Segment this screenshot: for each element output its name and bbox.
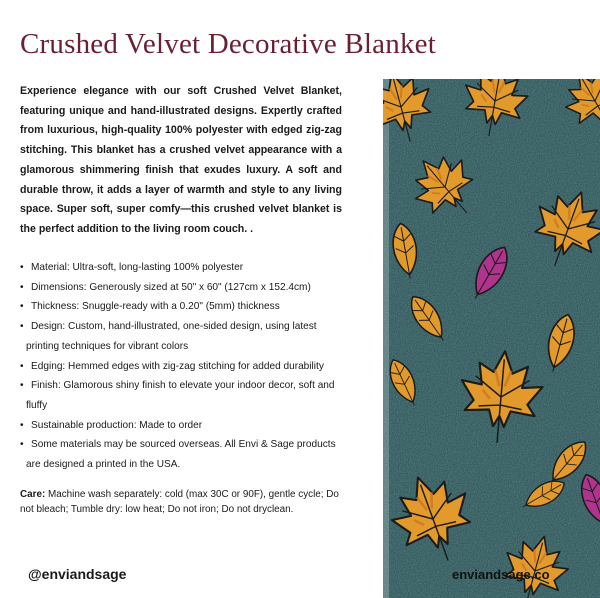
feature-item: • Thickness: Snuggle-ready with a 0.20" (5mm) thickness xyxy=(20,297,350,317)
feature-item: • Material: Ultra-soft, long-lasting 100% polyester xyxy=(20,258,350,278)
care-instructions xyxy=(20,488,350,517)
social-handle: @enviandsage xyxy=(28,566,127,582)
feature-list xyxy=(20,258,350,475)
product-title: Crushed Velvet Decorative Blanket xyxy=(20,28,436,60)
care-label: Care: xyxy=(20,489,46,500)
feature-item: • Sustainable production: Made to order xyxy=(20,416,350,436)
care-text: Machine wash separately: cold (max 30C or 90F), gentle cycle; Do not bleach; Tumble dry: low heat; Do not iron; Do not dryclean. xyxy=(20,489,339,515)
feature-item: • Some materials may be sourced overseas. All Envi & Sage products are designed a printed in the USA. xyxy=(20,435,350,474)
website-url[interactable]: enviandsage.co xyxy=(452,567,550,582)
blanket-image xyxy=(383,79,600,598)
feature-item: • Design: Custom, hand-illustrated, one-sided design, using latest printing techniques for vibrant colors xyxy=(20,317,350,356)
feature-item: • Finish: Glamorous shiny finish to elevate your indoor decor, soft and fluffy xyxy=(20,376,350,415)
feature-item: • Edging: Hemmed edges with zig-zag stitching for added durability xyxy=(20,357,350,377)
feature-item: • Dimensions: Generously sized at 50" x 60" (127cm x 152.4cm) xyxy=(20,278,350,298)
product-description: Experience elegance with our soft Crushed Velvet Blanket, featuring unique and hand-illustrated designs. Expertly crafted from luxurious, high-quality 100% polyester with edged zig-zag stitching. This blanket has a crushed velvet appearance with a glamorous shimmering finish that exudes luxury. A soft and durable throw, it adds a layer of warmth and style to any living space. Super soft, super comfy—this crushed velvet blanket is the perfect addition to the living room couch. . xyxy=(20,85,342,235)
